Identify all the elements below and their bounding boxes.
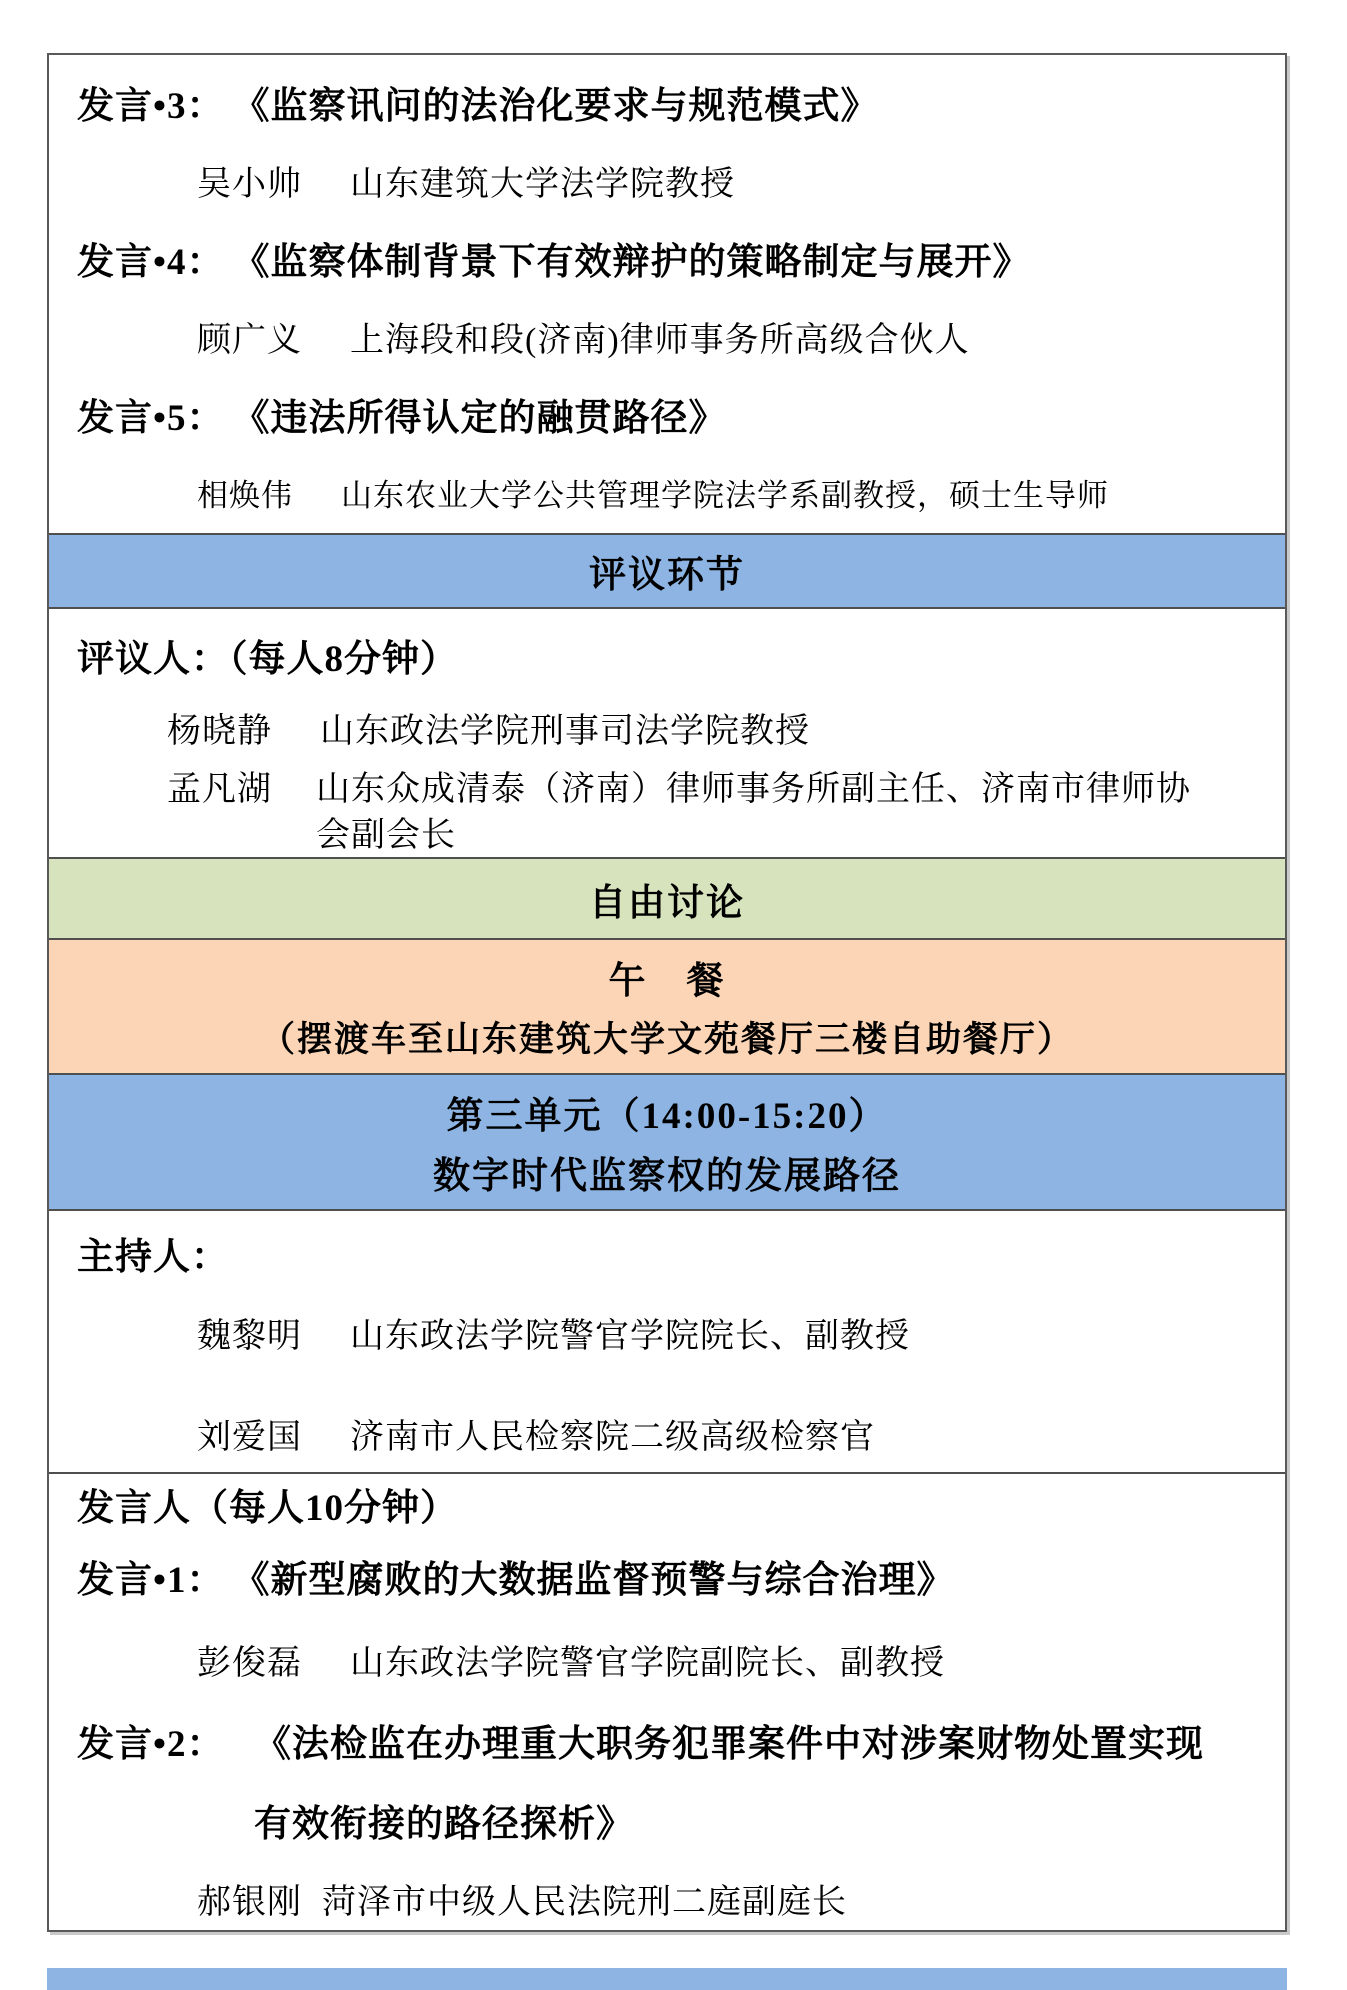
speech-4-title: 《监察体制背景下有效辩护的策略制定与展开》 — [232, 242, 1031, 283]
speech-4-heading — [49, 219, 1285, 297]
speech-1-heading — [49, 1534, 1285, 1618]
speaker-name: 郝银刚 — [197, 1883, 302, 1921]
speech-3-label: 发言•3： — [77, 86, 225, 127]
reviewer-name: 杨晓静 — [167, 712, 272, 750]
speech-2-title-line2: 有效衔接的路径探析》 — [254, 1804, 634, 1845]
host-name: 刘爱国 — [197, 1418, 302, 1456]
speaker-name: 吴小帅 — [197, 165, 302, 203]
speech-5-heading — [49, 375, 1285, 453]
host-affiliation: 山东政法学院警官学院院长、副教授 — [350, 1317, 910, 1355]
host-1-line — [49, 1293, 1285, 1371]
row-hosts — [49, 1209, 1285, 1472]
host-affiliation: 济南市人民检察院二级高级检察官 — [350, 1418, 875, 1456]
speech-2-speaker-line — [49, 1860, 1285, 1936]
speech-1-title: 《新型腐败的大数据监督预警与综合治理》 — [232, 1560, 955, 1601]
speech-3-speaker-line — [49, 141, 1285, 219]
speaker-name: 顾广义 — [197, 321, 302, 359]
agenda-table — [47, 53, 1287, 1932]
speech-4-speaker-line — [49, 297, 1285, 375]
speech-2-heading — [49, 1700, 1285, 1860]
speaker-affiliation: 上海段和段(济南)律师事务所高级合伙人 — [350, 321, 970, 359]
speaker-affiliation: 山东建筑大学法学院教授 — [350, 165, 735, 203]
lunch-note: （摆渡车至山东建筑大学文苑餐厅三楼自助餐厅） — [259, 1019, 1074, 1059]
reviewers-heading: 评议人：（每人8分钟） — [77, 639, 458, 680]
reviewer-2-line — [49, 767, 1285, 859]
band-free-discussion — [49, 857, 1285, 938]
speaker-name: 相焕伟 — [197, 477, 293, 513]
speech-2-title-line1: 《法检监在办理重大职务犯罪案件中对涉案财物处置实现 — [254, 1724, 1204, 1765]
row-unit2-speeches — [49, 55, 1285, 533]
speech-1-speaker-line — [49, 1618, 1285, 1700]
speech-5-speaker-line — [49, 453, 1285, 531]
speech-5-title: 《违法所得认定的融贯路径》 — [232, 398, 727, 439]
unit3-band-line1: 第三单元（14:00-15:20） — [446, 1096, 888, 1137]
speech-4-label: 发言•4： — [77, 242, 225, 283]
band-unit3 — [49, 1073, 1285, 1209]
host-2-line — [49, 1395, 1285, 1471]
next-row-cutoff-band — [47, 1968, 1287, 1990]
speaker-affiliation: 菏泽市中级人民法院刑二庭副庭长 — [322, 1883, 847, 1921]
speech-3-heading — [49, 63, 1285, 141]
reviewer-affiliation: 山东众成清泰（济南）律师事务所副主任、济南市律师协会副会长 — [316, 771, 1191, 854]
speaker-affiliation: 山东农业大学公共管理学院法学系副教授，硕士生导师 — [341, 477, 1109, 513]
speakers-heading: 发言人（每人10分钟） — [77, 1488, 458, 1529]
speaker-affiliation: 山东政法学院警官学院副院长、副教授 — [350, 1644, 945, 1682]
row-unit3-speeches — [49, 1472, 1285, 1930]
unit3-band-line2: 数字时代监察权的发展路径 — [433, 1156, 901, 1197]
reviewer-name: 孟凡湖 — [167, 771, 272, 808]
speech-2-label: 发言•2： — [77, 1724, 225, 1765]
host-name: 魏黎明 — [197, 1317, 302, 1355]
speech-1-label: 发言•1： — [77, 1560, 225, 1601]
hosts-heading: 主持人： — [77, 1237, 229, 1278]
band-review — [49, 533, 1285, 607]
speaker-name: 彭俊磊 — [197, 1644, 302, 1682]
row-reviewers — [49, 607, 1285, 857]
band-free-discussion-title: 自由讨论 — [589, 882, 745, 924]
band-review-title: 评议环节 — [589, 555, 745, 596]
speech-5-label: 发言•5： — [77, 398, 225, 439]
reviewer-affiliation: 山东政法学院刑事司法学院教授 — [320, 712, 810, 750]
reviewer-1-line — [49, 693, 1285, 761]
lunch-title: 午 餐 — [608, 960, 726, 1002]
band-lunch — [49, 938, 1285, 1073]
speech-3-title: 《监察讯问的法治化要求与规范模式》 — [232, 86, 879, 127]
